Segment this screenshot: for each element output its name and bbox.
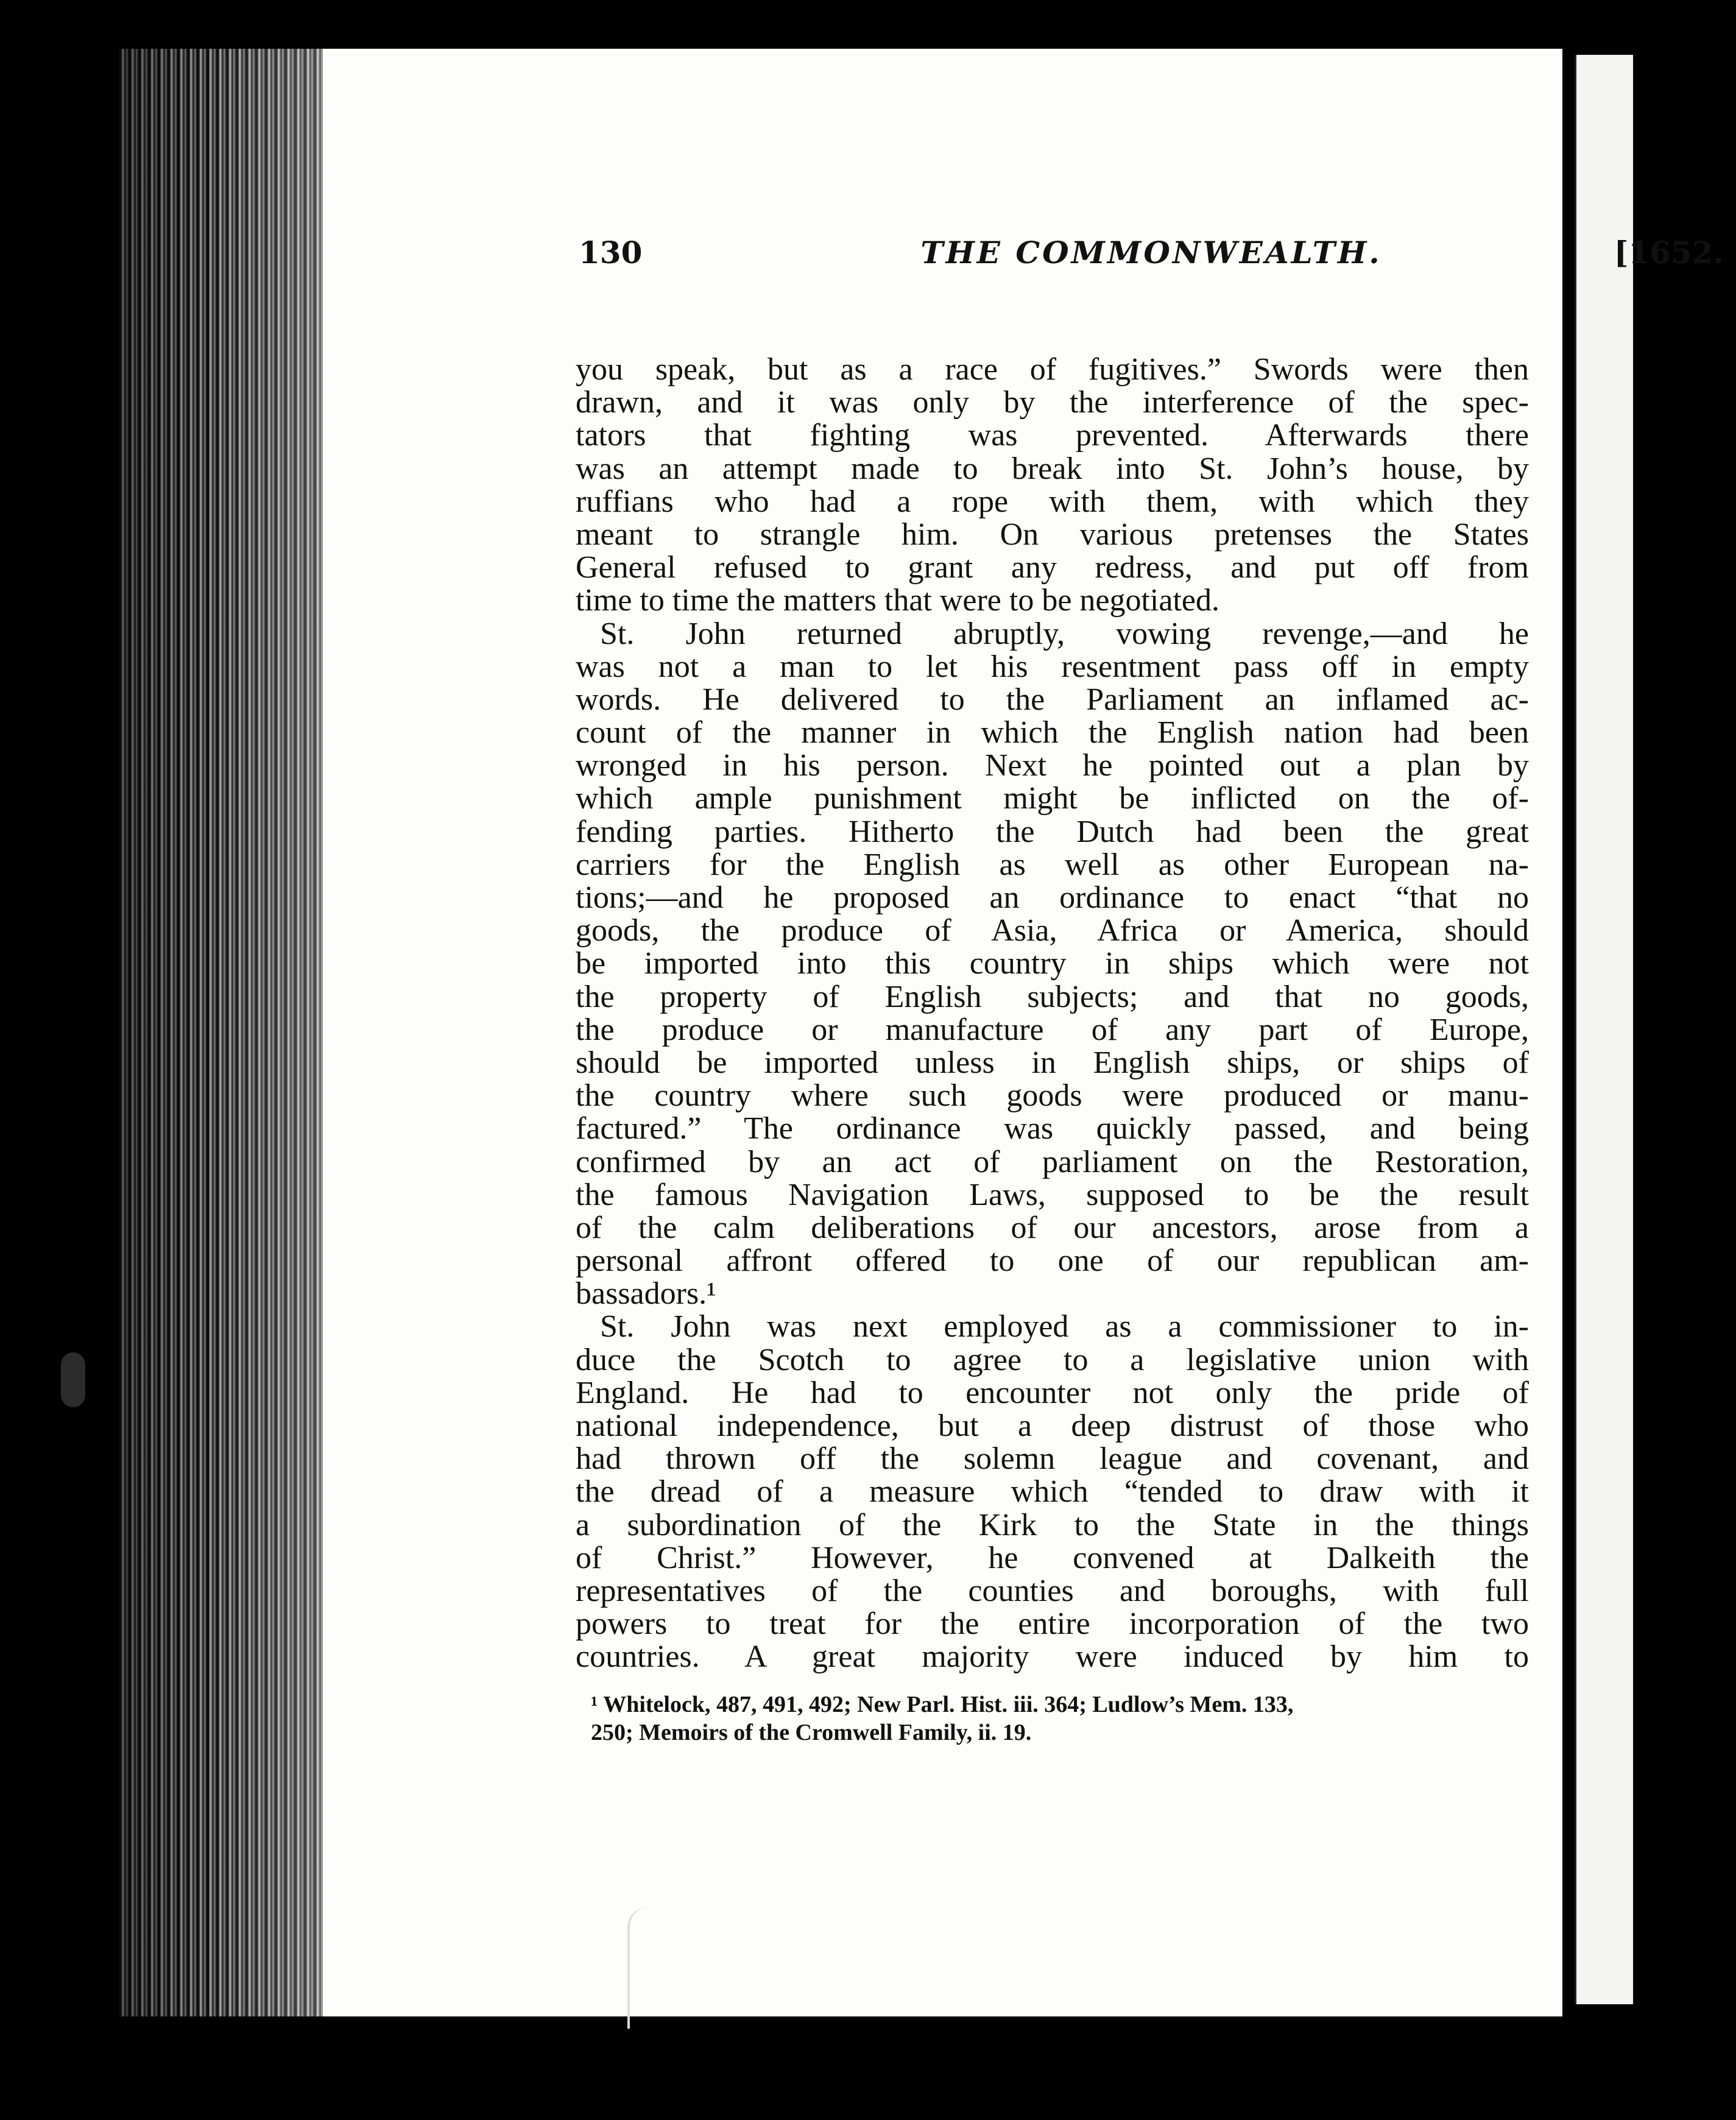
text-line: tators that fighting was prevented. Afterwards there <box>576 418 1529 453</box>
running-title: THE COMMONWEALTH. <box>920 235 1382 270</box>
text-line: of the calm deliberations of our ancestors, arose from a <box>576 1210 1529 1245</box>
footnote-line: 250; Memoirs of the Cromwell Family, ii. 19. <box>591 1720 1032 1745</box>
text-line: the dread of a measure which “tended to draw with it <box>576 1474 1529 1510</box>
text-line: St. John returned abruptly, vowing revenge,—and he <box>600 616 1529 651</box>
text-line: words. He delivered to the Parliament an inflamed ac- <box>576 682 1529 717</box>
text-line: wronged in his person. Next he pointed out a plan by <box>576 748 1529 783</box>
header-year: [1652. <box>1614 235 1724 270</box>
text-line: personal affront offered to one of our republican am- <box>576 1243 1529 1279</box>
text-line: was an attempt made to break into St. John’s house, by <box>576 451 1529 486</box>
text-line: fending parties. Hitherto the Dutch had been the great <box>576 814 1529 849</box>
footnote <box>591 1691 1736 1747</box>
text-line: representatives of the counties and boroughs, with full <box>576 1573 1529 1608</box>
text-line: tions;—and he proposed an ordinance to enact “that no <box>576 880 1529 915</box>
text-line: had thrown off the solemn league and covenant, and <box>576 1441 1529 1477</box>
book-page <box>323 49 1724 2016</box>
text-line: St. John was next employed as a commissioner to in- <box>600 1309 1529 1344</box>
footnote-line: ¹ Whitelock, 487, 491, 492; New Parl. Hist. iii. 364; Ludlow’s Mem. 133, <box>591 1692 1294 1717</box>
text-line: of Christ.” However, he convened at Dalkeith the <box>576 1540 1529 1575</box>
text-line: duce the Scotch to agree to a legislative union with <box>576 1342 1529 1377</box>
text-line: the produce or manufacture of any part of Europe, <box>576 1012 1529 1047</box>
text-line: England. He had to encounter not only the pride of <box>576 1375 1529 1410</box>
text-line: which ample punishment might be inflicted on the of- <box>576 781 1529 816</box>
text-line: you speak, but as a race of fugitives.” Swords were then <box>576 352 1529 387</box>
running-header <box>579 235 1724 289</box>
text-line: be imported into this country in ships which were not <box>576 946 1529 981</box>
text-line: meant to strangle him. On various pretenses the States <box>576 517 1529 552</box>
text-line: a subordination of the Kirk to the State in the things <box>576 1507 1529 1542</box>
text-line: bassadors.¹ <box>576 1276 716 1312</box>
text-line: drawn, and it was only by the interference of the spec- <box>576 385 1529 420</box>
text-line: General refused to grant any redress, and put off from <box>576 550 1529 585</box>
text-line: countries. A great majority were induced by him to <box>576 1639 1529 1675</box>
text-line: confirmed by an act of parliament on the Restoration, <box>576 1144 1529 1179</box>
text-line: ruffians who had a rope with them, with which they <box>576 484 1529 519</box>
text-line: was not a man to let his resentment pass off in empty <box>576 649 1529 684</box>
text-line: factured.” The ordinance was quickly passed, and being <box>576 1111 1529 1147</box>
text-line: national independence, but a deep distrust of those who <box>576 1408 1529 1443</box>
text-line: the famous Navigation Laws, supposed to be the result <box>576 1177 1529 1212</box>
body-text <box>576 353 1529 1674</box>
text-line: goods, the produce of Asia, Africa or America, should <box>576 913 1529 949</box>
text-line: carriers for the English as well as other European na- <box>576 847 1529 882</box>
text-line: the country where such goods were produced or manu- <box>576 1078 1529 1114</box>
page-number: 130 <box>579 235 643 270</box>
text-line: the property of English subjects; and that no goods, <box>576 979 1529 1014</box>
stacked-page-edges <box>119 49 323 2016</box>
spine-shadow <box>61 1352 85 1407</box>
text-line: count of the manner in which the English nation had been <box>576 715 1529 751</box>
text-line: should be imported unless in English ships, or ships of <box>576 1045 1529 1080</box>
page-curl <box>627 1907 648 2029</box>
text-line: powers to treat for the entire incorporation of the two <box>576 1606 1529 1642</box>
text-line: time to time the matters that were to be negotiated. <box>576 583 1219 618</box>
